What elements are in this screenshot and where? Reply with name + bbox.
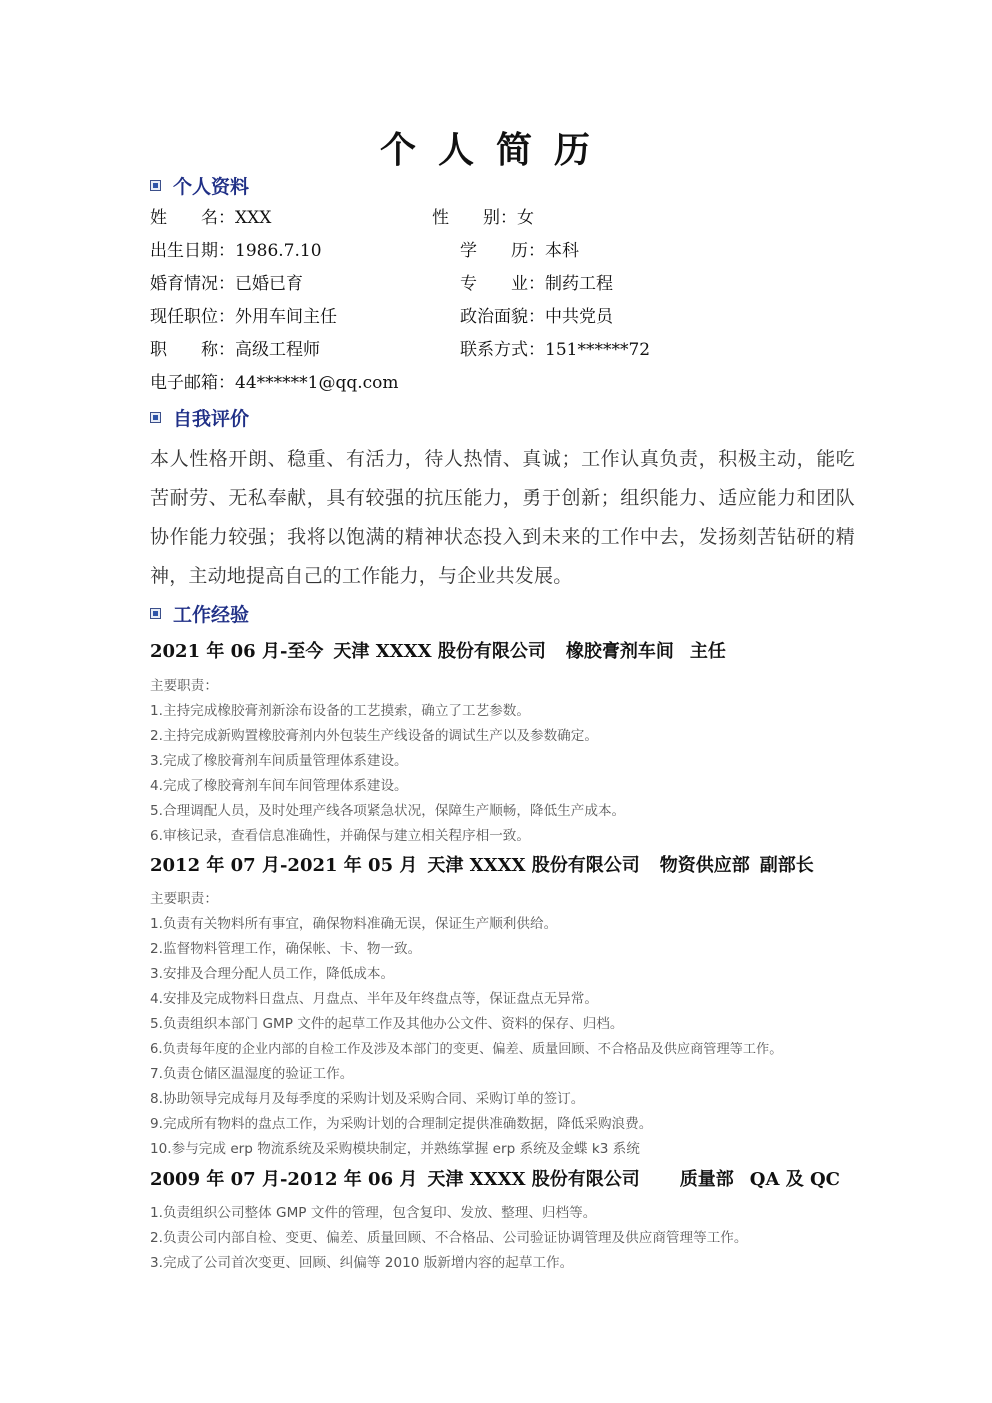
section-personal-info <box>150 172 249 198</box>
marital-value: 已婚已育 <box>235 274 303 294</box>
self-evaluation-text: 本人性格开朗、稳重、有活力，待人热情、真诚；工作认真负责，积极主动，能吃苦耐劳、无私奉献，具有较强的抗压能力，勇于创新；组织能力、适应能力和团队协作能力较强；我将以饱满的精神状态投入到未来的工作中去，发扬刻苦钻研的精神，主动地提高自己的工作能力，与企业共发展。 <box>150 448 855 587</box>
birth-row <box>150 237 322 265</box>
section-bullet-icon <box>150 608 161 619</box>
birth-label: 出生日期： <box>150 241 235 261</box>
duty-item: 1.负责组织公司整体 GMP 文件的管理，包含复印、发放、整理、归档等。 <box>150 1205 597 1221</box>
section-bullet-icon <box>150 180 161 191</box>
position-row <box>150 303 337 331</box>
job-role: 副部长 <box>759 855 814 876</box>
name-row <box>150 204 271 232</box>
job-company: 天津 XXXX 股份有限公司 <box>427 1169 640 1190</box>
position-label: 现任职位： <box>150 307 235 327</box>
duty-item: 7.负责仓储区温湿度的验证工作。 <box>150 1066 354 1082</box>
duty-item: 3.安排及合理分配人员工作，降低成本。 <box>150 966 395 982</box>
political-row <box>460 303 613 331</box>
job-period: 2009 年 07 月-2012 年 06 月 <box>150 1169 418 1190</box>
section-title: 自我评价 <box>173 407 250 430</box>
gender-value: 女 <box>517 208 534 228</box>
birth-value: 1986.7.10 <box>235 241 322 261</box>
edu-label: 学 历： <box>460 241 545 261</box>
marital-label: 婚育情况： <box>150 274 235 294</box>
name-label: 姓 名： <box>150 208 235 228</box>
job-dept: 质量部 <box>679 1169 734 1190</box>
job-role: 主任 <box>689 641 726 662</box>
job-title-label: 职 称： <box>150 340 235 360</box>
job-company: 天津 XXXX 股份有限公司 <box>333 641 546 662</box>
job-heading <box>150 1165 850 1195</box>
page-title: 个人简历 <box>379 129 612 171</box>
section-title: 工作经验 <box>173 603 250 626</box>
job-company: 天津 XXXX 股份有限公司 <box>427 855 640 876</box>
duty-item: 5.合理调配人员，及时处理产线各项紧急状况，保障生产顺畅，降低生产成本。 <box>150 803 626 819</box>
duty-item: 9.完成所有物料的盘点工作，为采购计划的合理制定提供准确数据，降低采购浪费。 <box>150 1116 653 1132</box>
job-heading <box>150 637 736 667</box>
duty-item: 4.安排及完成物料日盘点、月盘点、半年及年终盘点等，保证盘点无异常。 <box>150 991 598 1007</box>
email-row <box>150 369 399 397</box>
duty-item: 6.审核记录，查看信息准确性，并确保与建立相关程序相一致。 <box>150 828 530 844</box>
contact-value: 151******72 <box>545 340 651 360</box>
duty-item: 2.监督物料管理工作，确保帐、卡、物一致。 <box>150 941 422 957</box>
section-work-experience <box>150 600 249 626</box>
major-value: 制药工程 <box>545 274 613 294</box>
email-value: 44******1@qq.com <box>235 373 399 393</box>
job-dept: 橡胶膏剂车间 <box>565 641 674 662</box>
contact-label: 联系方式： <box>460 340 545 360</box>
duty-item: 3.完成了橡胶膏剂车间质量管理体系建设。 <box>150 753 408 769</box>
political-label: 政治面貌： <box>460 307 545 327</box>
duty-item: 6.负责每年度的企业内部的自检工作及涉及本部门的变更、偏差、质量回顾、不合格品及供应商管理等工作。 <box>150 1042 783 1057</box>
section-title: 个人资料 <box>173 175 250 198</box>
email-label: 电子邮箱： <box>150 373 235 393</box>
major-label: 专 业： <box>460 274 545 294</box>
job-title-value: 高级工程师 <box>235 340 320 360</box>
political-value: 中共党员 <box>545 307 613 327</box>
job-dept: 物资供应部 <box>659 855 750 876</box>
job-period: 2012 年 07 月-2021 年 05 月 <box>150 855 418 876</box>
title-row <box>150 336 320 364</box>
gender-label: 性 别： <box>432 208 517 228</box>
gender-row <box>432 204 534 232</box>
duty-item: 1.主持完成橡胶膏剂新涂布设备的工艺摸索，确立了工艺参数。 <box>150 703 530 719</box>
duty-item: 2.主持完成新购置橡胶膏剂内外包装生产线设备的调试生产以及参数确定。 <box>150 728 598 744</box>
section-self-evaluation <box>150 404 249 430</box>
duty-item: 4.完成了橡胶膏剂车间车间管理体系建设。 <box>150 778 408 794</box>
duty-item: 主要职责： <box>150 891 218 907</box>
edu-value: 本科 <box>545 241 579 261</box>
duty-item: 3.完成了公司首次变更、回顾、纠偏等 2010 版新增内容的起草工作。 <box>150 1255 574 1271</box>
duty-item: 8.协助领导完成每月及每季度的采购计划及采购合同、采购订单的签订。 <box>150 1091 585 1107</box>
contact-row <box>460 336 650 364</box>
name-value: XXX <box>235 208 272 228</box>
major-row <box>460 270 613 298</box>
duty-item: 1.负责有关物料所有事宜，确保物料准确无误，保证生产顺利供给。 <box>150 916 558 932</box>
section-bullet-icon <box>150 412 161 423</box>
job-heading <box>150 851 824 881</box>
job-role: QA 及 QC <box>749 1169 840 1190</box>
duty-item: 2.负责公司内部自检、变更、偏差、质量回顾、不合格品、公司验证协调管理及供应商管理等工作。 <box>150 1230 748 1246</box>
duty-item: 主要职责： <box>150 678 218 694</box>
marital-row <box>150 270 303 298</box>
position-value: 外用车间主任 <box>235 307 337 327</box>
duty-item: 5.负责组织本部门 GMP 文件的起草工作及其他办公文件、资料的保存、归档。 <box>150 1016 624 1032</box>
job-period: 2021 年 06 月-至今 <box>150 641 324 662</box>
edu-row <box>460 237 579 265</box>
duty-item: 10.参与完成 erp 物流系统及采购模块制定，并熟练掌握 erp 系统及金蝶 k3 系统 <box>150 1141 640 1157</box>
